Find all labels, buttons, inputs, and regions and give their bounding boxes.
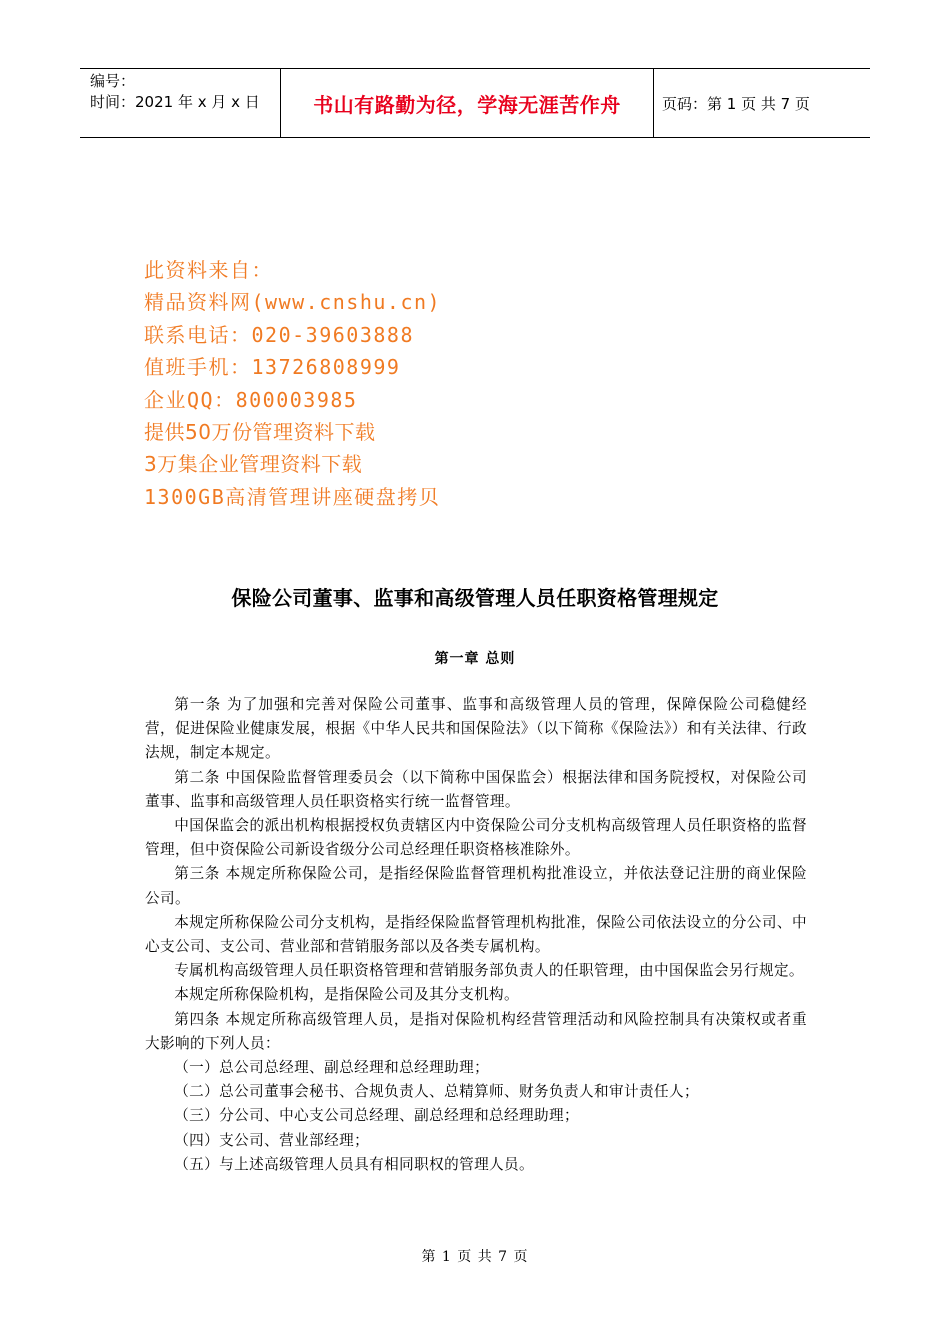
paragraph: 本规定所称保险机构，是指保险公司及其分支机构。 [174,986,520,1004]
list-item: （二）总公司董事会秘书、合规负责人、总精算师、财务负责人和审计责任人； [174,1083,699,1101]
paragraph: 中国保监会的派出机构根据授权负责辖区内中资保险公司分支机构高级管理人员任职资格的监督管理，但中资保险公司新设省级分公司总经理任职资格核准除外。 [145,817,807,859]
promo-line: 1300GB高清管理讲座硬盘拷贝 [144,484,441,509]
paragraph: 第二条 中国保险监督管理委员会（以下简称中国保监会）根据法律和国务院授权，对保险公司董事、监事和高级管理人员任职资格实行统一监督管理。 [145,768,807,810]
date-label: 时间：2021 年 x 月 x 日 [90,93,260,111]
promo-line: 值班手机：13726808999 [144,355,401,380]
header-meta [80,69,280,137]
list-item: （五）与上述高级管理人员具有相同职权的管理人员。 [174,1155,535,1173]
header-motto: 书山有路勤为径，学海无涯苦作舟 [280,69,654,137]
chapter-heading: 第一章 总则 [434,651,516,667]
paragraph: 专属机构高级管理人员任职资格管理和营销服务部负责人的任职管理，由中国保监会另行规定。 [174,962,804,980]
promo-line: 企业QQ：800003985 [144,387,358,412]
paragraph: 第三条 本规定所称保险公司，是指经保险监督管理机构批准设立，并依法登记注册的商业保险公司。 [145,865,807,907]
paragraph: 本规定所称保险公司分支机构，是指经保险监督管理机构批准，保险公司依法设立的分公司、中心支公司、支公司、营业部和营销服务部以及各类专属机构。 [145,913,807,956]
list-item: （一）总公司总经理、副总经理和总经理助理； [174,1059,490,1077]
document-title: 保险公司董事、监事和高级管理人员任职资格管理规定 [231,586,719,610]
promo-line: 此资料来自： [144,258,273,282]
page-footer: 第 1 页 共 7 页 [421,1249,529,1265]
paragraph: 第四条 本规定所称高级管理人员，是指对保险机构经营管理活动和风险控制具有决策权或者重大影响的下列人员： [145,1010,807,1052]
promo-line: 精品资料网(www.cnshu.cn) [144,290,442,315]
promo-line: 3万集企业管理资料下载 [144,452,363,477]
document-body [145,693,807,1177]
list-item: （四）支公司、营业部经理； [174,1131,370,1149]
header-page-info: 页码：第 1 页 共 7 页 [662,94,810,113]
number-label: 编号： [90,72,136,90]
promo-block [144,254,441,513]
page-header [80,68,870,138]
list-item: （三）分公司、中心支公司总经理、副总经理和总经理助理； [174,1107,580,1125]
promo-line: 联系电话：020-39603888 [144,322,414,347]
paragraph: 第一条 为了加强和完善对保险公司董事、监事和高级管理人员的管理，保障保险公司稳健经营，促进保险业健康发展，根据《中华人民共和国保险法》（以下简称《保险法》）和有关法律、行政法规，制定本规定。 [145,696,807,762]
promo-line: 提供50万份管理资料下载 [144,420,376,445]
